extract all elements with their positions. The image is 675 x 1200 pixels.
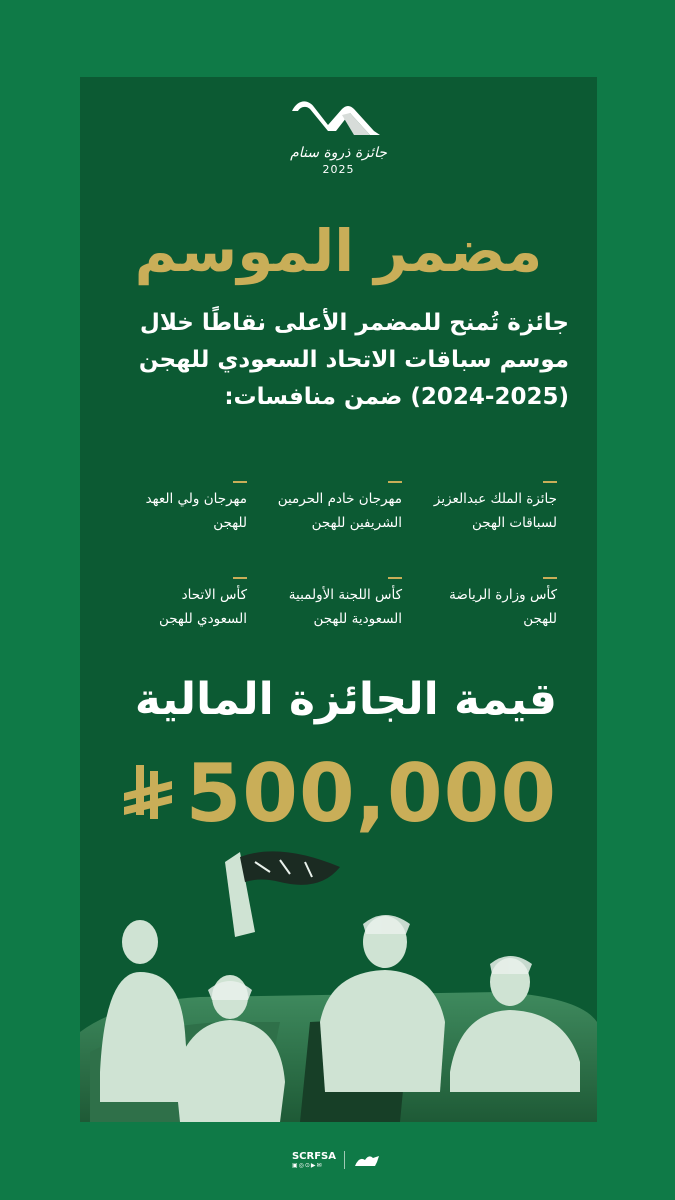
competition-name-line: للهجن — [213, 515, 247, 531]
camel-federation-logo-icon — [353, 1150, 383, 1170]
camel-hump-logo-icon — [284, 91, 394, 147]
competition-name-line: للهجن — [523, 611, 557, 627]
award-logo — [80, 91, 597, 176]
gold-dash — [233, 481, 247, 483]
award-logo-text: جائزة ذروة سنام — [290, 145, 387, 161]
gold-dash — [233, 577, 247, 579]
social-icons: ▣◎⊙▶✉ — [291, 1162, 323, 1169]
gold-dash — [388, 577, 402, 579]
competition-item — [265, 573, 402, 631]
competition-item — [265, 477, 402, 535]
competition-item — [420, 573, 557, 631]
competition-item — [110, 573, 247, 631]
celebrating-men-photo — [80, 822, 597, 1122]
competition-item — [110, 477, 247, 535]
gold-dash — [543, 577, 557, 579]
competition-name-line: كأس الاتحاد — [181, 587, 247, 603]
description-line: (2024-2025) ضمن منافسات: — [224, 384, 569, 410]
competition-name-line: لسباقات الهجن — [472, 515, 557, 531]
competition-name-line: جائزة الملك عبدالعزيز — [433, 491, 557, 507]
divider — [344, 1151, 345, 1169]
competition-name-line: السعودي للهجن — [158, 611, 247, 627]
competition-name-line: السعودية للهجن — [313, 611, 402, 627]
prize-amount: 500,000 — [185, 747, 557, 840]
competition-name-line: الشريفين للهجن — [311, 515, 402, 531]
competitions-list — [110, 477, 557, 631]
federation-brand — [292, 1151, 336, 1169]
competition-name-line: مهرجان خادم الحرمين — [277, 491, 402, 507]
description-line: جائزة تُمنح للمضمر الأعلى نقاطًا خلال — [139, 310, 569, 336]
competition-name-line: كأس وزارة الرياضة — [449, 587, 557, 603]
description — [100, 305, 569, 416]
competition-name-line: مهرجان ولي العهد — [145, 491, 247, 507]
gold-dash — [543, 481, 557, 483]
prize-label: قيمة الجائزة المالية — [134, 674, 557, 725]
description-line: موسم سباقات الاتحاد السعودي للهجن — [138, 347, 569, 373]
riyal-currency-icon — [122, 763, 174, 825]
footer-logos — [0, 1150, 675, 1170]
award-year: 2025 — [322, 163, 355, 176]
competition-name-line: كأس اللجنة الأولمبية — [288, 587, 402, 603]
gold-dash — [388, 481, 402, 483]
page-title: مضمر الموسم — [134, 217, 543, 285]
competition-item — [420, 477, 557, 535]
scrfsa-logo-text: SCRFSA — [291, 1151, 336, 1162]
poster-panel — [80, 77, 597, 1122]
